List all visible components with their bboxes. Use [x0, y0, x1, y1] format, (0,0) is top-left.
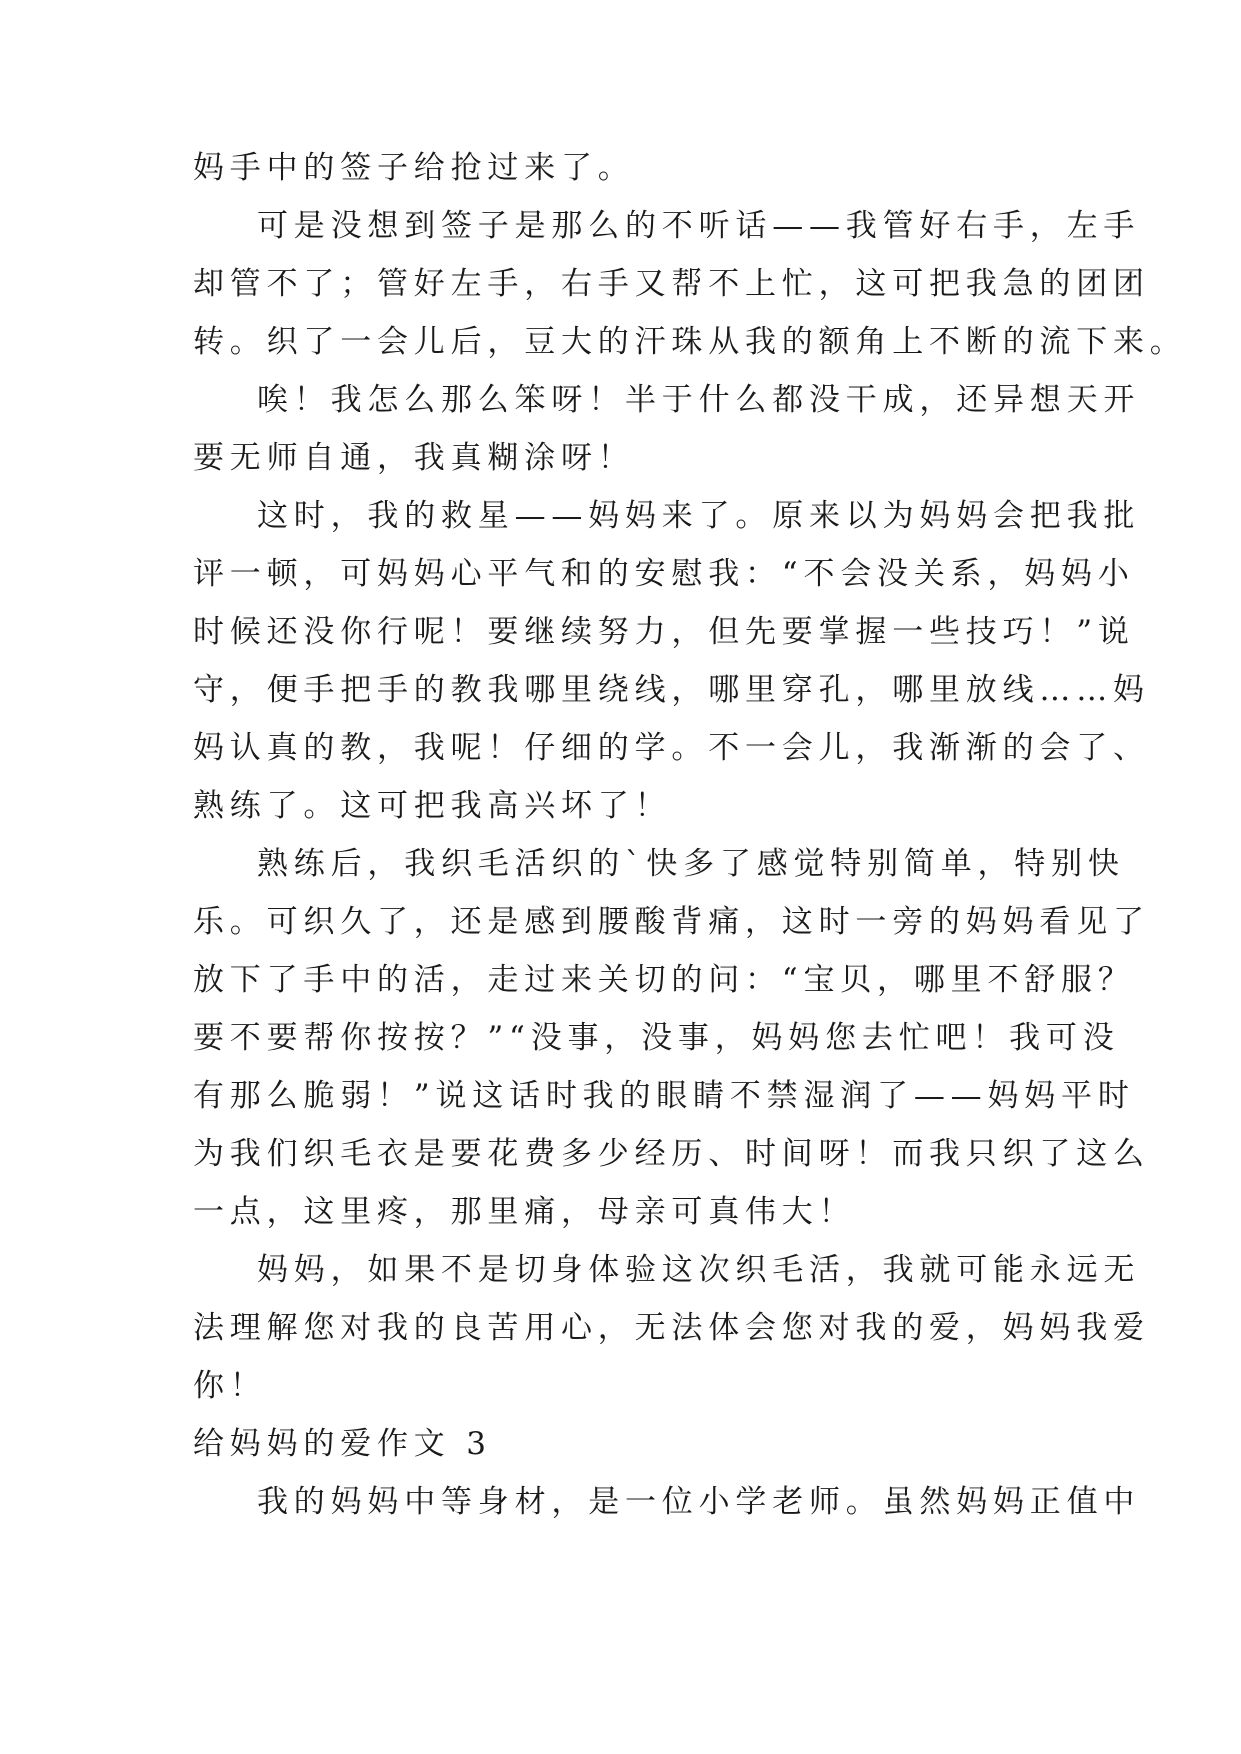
text-line: 要不要帮你按按？”“没事，没事，妈妈您去忙吧！我可没 — [193, 1020, 1120, 1056]
text-line: 放下了手中的活，走过来关切的问：“宝贝，哪里不舒服？ — [193, 962, 1135, 998]
text-line: 却管不了；管好左手，右手又帮不上忙，这可把我急的团团 — [193, 266, 1150, 302]
text-line: 为我们织毛衣是要花费多少经历、时间呀！而我只织了这么 — [193, 1136, 1150, 1172]
text-line: 要无师自通，我真糊涂呀！ — [193, 440, 635, 476]
text-line: 有那么脆弱！”说这话时我的眼睛不禁湿润了——妈妈平时 — [193, 1078, 1135, 1114]
section-heading: 给妈妈的爱作文 3 — [193, 1426, 492, 1462]
text-line: 这时，我的救星——妈妈来了。原来以为妈妈会把我批 — [257, 498, 1141, 534]
text-line: 转。织了一会儿后，豆大的汗珠从我的额角上不断的流下来。 — [193, 324, 1187, 360]
text-line: 妈手中的签子给抢过来了。 — [193, 150, 635, 186]
text-line: 你！ — [193, 1368, 267, 1404]
text-line: 守，便手把手的教我哪里绕线，哪里穿孔，哪里放线……妈 — [193, 672, 1150, 708]
text-line: 可是没想到签子是那么的不听话——我管好右手，左手 — [257, 208, 1141, 244]
text-line: 评一顿，可妈妈心平气和的安慰我：“不会没关系，妈妈小 — [193, 556, 1135, 592]
text-line: 法理解您对我的良苦用心，无法体会您对我的爱，妈妈我爱 — [193, 1310, 1150, 1346]
text-line: 熟练了。这可把我高兴坏了！ — [193, 788, 672, 824]
text-line: 妈认真的教，我呢！仔细的学。不一会儿，我渐渐的会了、 — [193, 730, 1150, 766]
text-line: 一点，这里疼，那里痛，母亲可真伟大！ — [193, 1194, 856, 1230]
text-line: 时候还没你行呢！要继续努力，但先要掌握一些技巧！”说 — [193, 614, 1135, 650]
text-line: 我的妈妈中等身材，是一位小学老师。虽然妈妈正值中 — [257, 1484, 1141, 1520]
text-line: 熟练后，我织毛活织的`快多了感觉特别简单，特别快 — [257, 846, 1125, 882]
text-line: 唉！我怎么那么笨呀！半于什么都没干成，还异想天开 — [257, 382, 1141, 418]
text-line: 妈妈，如果不是切身体验这次织毛活，我就可能永远无 — [257, 1252, 1141, 1288]
text-line: 乐。可织久了，还是感到腰酸背痛，这时一旁的妈妈看见了 — [193, 904, 1150, 940]
